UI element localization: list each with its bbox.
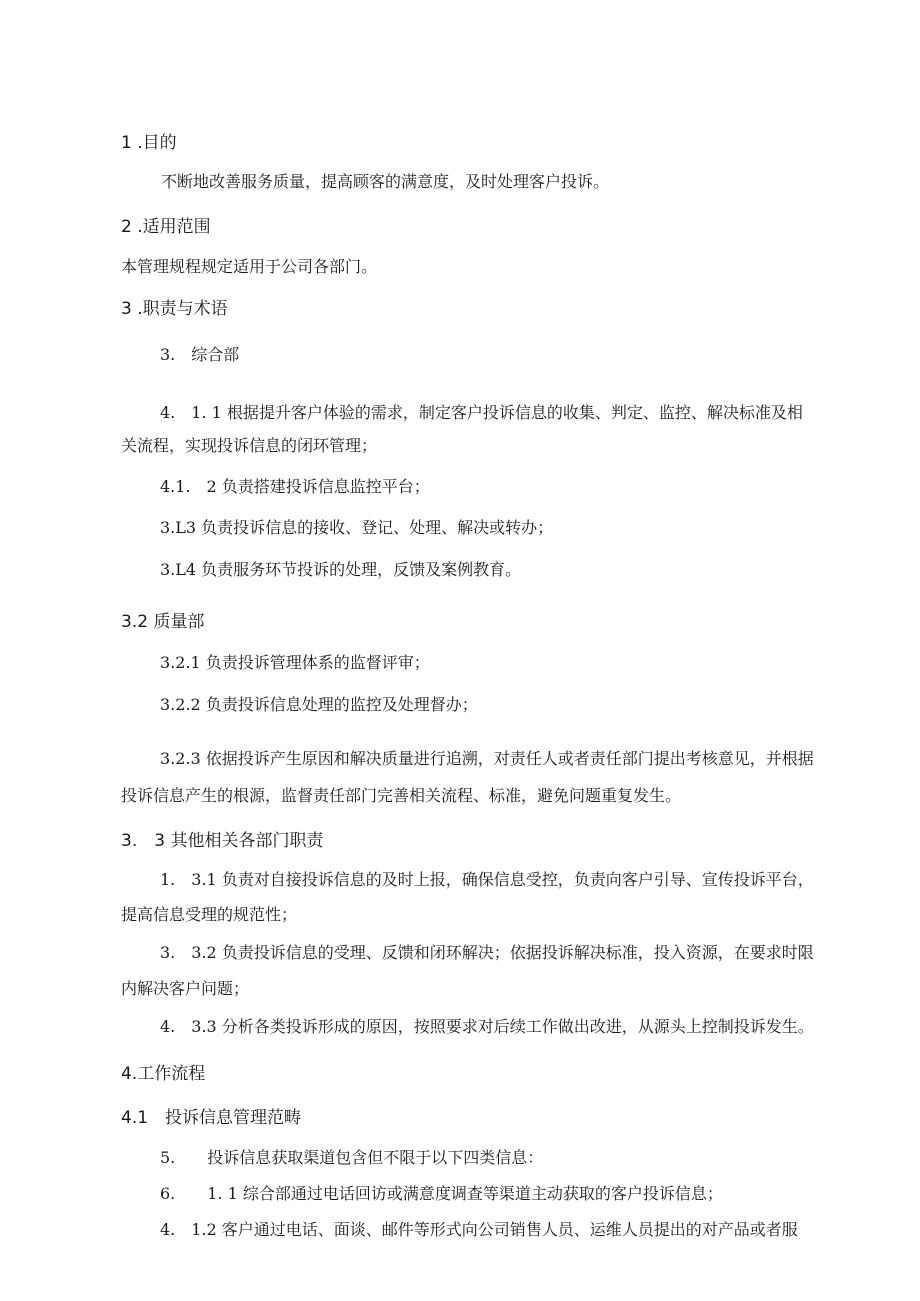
item-3-2-1: 3.2.1 负责投诉管理体系的监督评审； [160, 653, 430, 672]
section-1-title: 1 .目的 [121, 133, 177, 153]
section-2-body: 本管理规程规定适用于公司各部门。 [121, 257, 378, 276]
item-3-1-4: 3.L4 负责服务环节投诉的处理，反馈及案例教育。 [160, 560, 522, 579]
item-3-3-1-line2: 提高信息受理的规范性； [121, 905, 298, 924]
item-3-1-1-line1: 4. 1. 1 根据提升客户体验的需求，制定客户投诉信息的收集、判定、监控、解决标准及相 [160, 403, 803, 422]
item-3-2-3-line1: 3.2.3 依据投诉产生原因和解决质量进行追溯，对责任人或者责任部门提出考核意见，并根据 [160, 749, 814, 768]
section-3-3-title: 3. 3 其他相关各部门职责 [121, 831, 324, 851]
item-3-1-1-line2: 关流程，实现投诉信息的闭环管理； [121, 436, 378, 455]
item-4-1-1: 6. 1. 1 综合部通过电话回访或满意度调查等渠道主动获取的客户投诉信息； [160, 1184, 723, 1203]
item-4-1-2: 4. 1.2 客户通过电话、面谈、邮件等形式向公司销售人员、运维人员提出的对产品或者服 [160, 1220, 798, 1239]
section-3-1-title: 3. 综合部 [160, 345, 240, 364]
section-1-body: 不断地改善服务质量，提高顾客的满意度，及时处理客户投诉。 [161, 172, 610, 191]
item-3-2-2: 3.2.2 负责投诉信息处理的监控及处理督办； [160, 695, 478, 714]
section-4-1-title: 4.1 投诉信息管理范畴 [121, 1108, 302, 1128]
item-3-3-1-line1: 1. 3.1 负责对自接投诉信息的及时上报，确保信息受控，负责向客户引导、宣传投诉平台， [160, 870, 814, 889]
section-4-title: 4.工作流程 [121, 1064, 206, 1084]
item-3-3-2-line1: 3. 3.2 负责投诉信息的受理、反馈和闭环解决；依据投诉解决标准，投入资源，在要求时限 [160, 943, 814, 962]
section-3-2-title: 3.2 质量部 [121, 612, 205, 632]
item-3-3-2-line2: 内解决客户问题； [121, 979, 250, 998]
item-4-1-intro: 5. 投诉信息获取渠道包含但不限于以下四类信息： [160, 1148, 544, 1167]
item-3-1-2: 4.1. 2 负责搭建投诉信息监控平台； [160, 477, 430, 496]
section-3-title: 3 .职责与术语 [121, 299, 228, 319]
item-3-2-3-line2: 投诉信息产生的根源，监督责任部门完善相关流程、标准，避免问题重复发生。 [121, 786, 682, 805]
section-2-title: 2 .适用范围 [121, 217, 211, 237]
item-3-3-3: 4. 3.3 分析各类投诉形成的原因，按照要求对后续工作做出改进，从源头上控制投诉发生。 [160, 1017, 814, 1036]
item-3-1-3: 3.L3 负责投诉信息的接收、登记、处理、解决或转办； [160, 518, 554, 537]
